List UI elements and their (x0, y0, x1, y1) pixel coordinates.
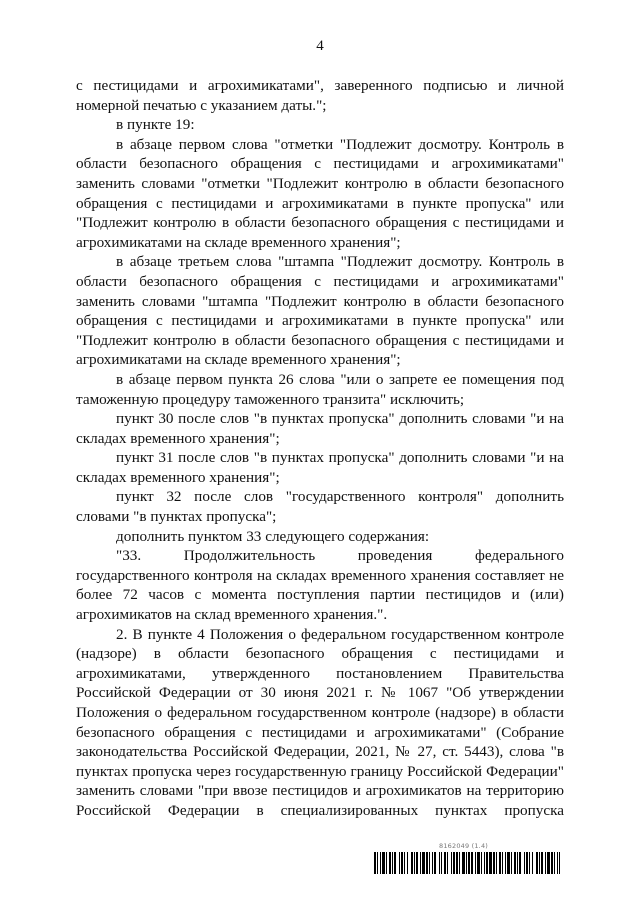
paragraph: дополнить пунктом 33 следующего содержания: (116, 527, 430, 545)
paragraph: пункт 31 после слов "в пунктах пропуска" дополнить словами "и на складах временного хранения"; (76, 449, 564, 486)
paragraph: "33. Продолжительность проведения федерального государственного контроля на складах временного хранения составляет не более 72 часов с момента поступления партии пестицидов и (или) агрохимикатов на склад временного хранения.". (76, 547, 564, 624)
paragraph: в абзаце первом слова "отметки "Подлежит досмотру. Контроль в области безопасного обращения с пестицидами и агрохимикатами" заменить словами "отметки "Подлежит контролю в области безопасного обращения с пестицидами и агрохимикатами в пункте пропуска" или "Подлежит контролю в области безопасного обращения с пестицидами и агрохимикатами на складе временного хранения"; (76, 135, 564, 251)
paragraph: 2. В пункте 4 Положения о федеральном государственном контроле (надзоре) в области безопасного обращения с пестицидами и агрохимикатами, утвержденного постановлением Правительства Российской Федерации от 30 июня 2021 г. № 1067 "Об утверждении Положения о федеральном государственном контроле (надзоре) в области безопасного обращения с пестицидами и агрохимикатами" (Собрание законодательства Российской Федерации, 2021, № 27, ст. 5443), слова "в пунктах пропуска через государственную границу Российской Федерации" заменить словами "при ввозе пестицидов и агрохимикатов на территорию Российской Федерации в специализированных пунктах пропуска (76, 625, 564, 819)
paragraph: пункт 32 после слов "государственного контроля" дополнить словами "в пунктах пропуска"; (76, 488, 564, 526)
paragraph: в пункте 19: (116, 116, 195, 134)
paragraph: в абзаце третьем слова "штампа "Подлежит досмотру. Контроль в области безопасного обращения с пестицидами и агрохимикатами" заменить словами "штампа "Подлежит контролю в области безопасного обращения с пестицидами и агрохимикатами в пункте пропуска" или "Подлежит контролю в области безопасного обращения с пестицидами и агрохимикатами на складе временного хранения"; (76, 253, 564, 369)
paragraph: с пестицидами и агрохимикатами", заверенного подписью и личной номерной печатью с указанием даты."; (76, 77, 564, 114)
barcode-image (374, 852, 560, 874)
page-number: 4 (316, 38, 324, 54)
paragraph: пункт 30 после слов "в пунктах пропуска" дополнить словами "и на складах временного хранения"; (76, 410, 564, 447)
paragraph: в абзаце первом пункта 26 слова "или о запрете ее помещения под таможенную процедуру таможенного транзита" исключить; (76, 370, 564, 408)
document-body (76, 76, 564, 821)
document-code: 8162049 (1.4) (439, 842, 489, 850)
